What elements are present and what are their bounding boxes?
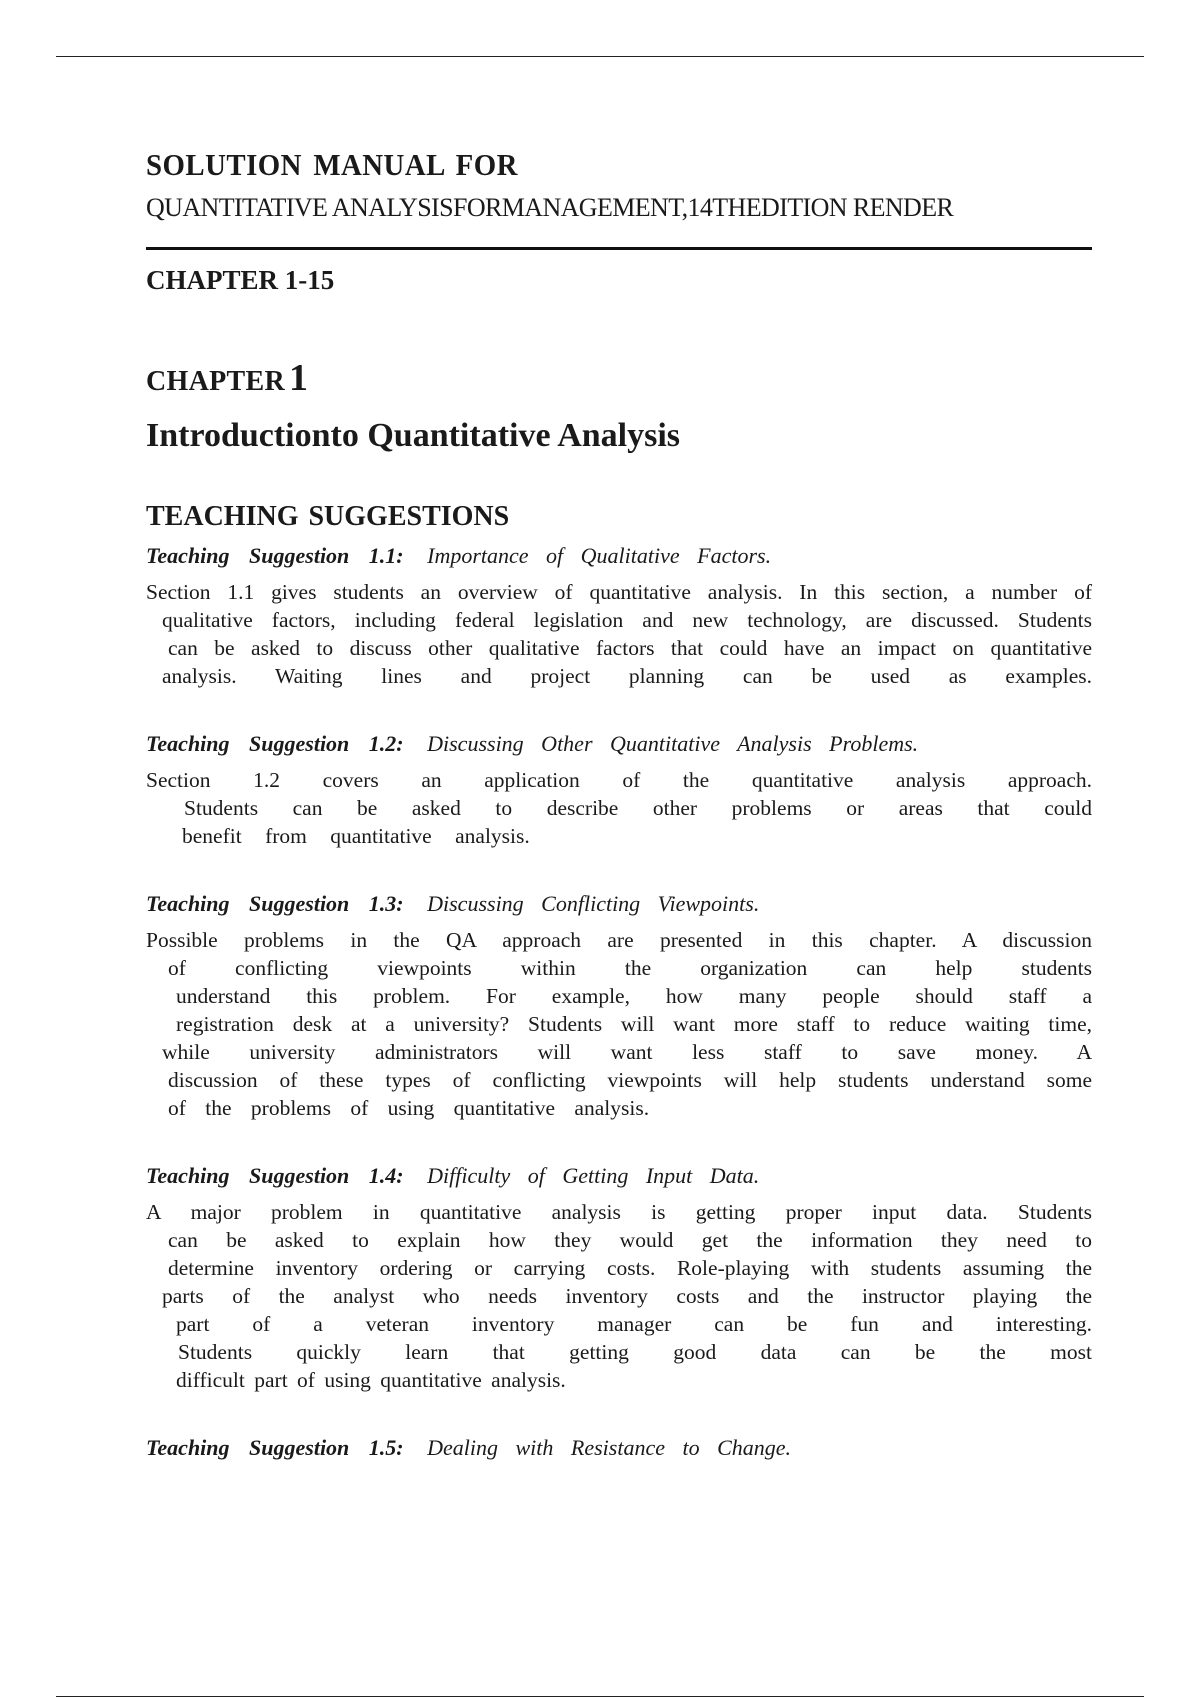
- suggestion-body-1-2: [146, 766, 1092, 850]
- body-line: Section 1.2 covers an application of the quantitative analysis approach.: [146, 768, 1092, 792]
- body-line: while university administrators will want less staff to save money. A: [162, 1040, 1092, 1064]
- chapter-title: Introductionto Quantitative Analysis: [146, 417, 681, 454]
- body-line: understand this problem. For example, how many people should staff a: [176, 984, 1092, 1008]
- suggestion-heading-1-4: [146, 1160, 1092, 1192]
- body-line: A major problem in quantitative analysis is getting proper input data. Students: [146, 1200, 1092, 1224]
- document-title: SOLUTION MANUAL FOR: [146, 147, 518, 182]
- suggestion-heading-1-3: [146, 888, 1092, 920]
- body-line: parts of the analyst who needs inventory costs and the instructor playing the: [162, 1284, 1092, 1308]
- body-line: Students can be asked to describe other problems or areas that could: [184, 796, 1092, 820]
- section-heading: TEACHING SUGGESTIONS: [146, 501, 510, 532]
- suggestion-body-1-1: [146, 578, 1092, 690]
- suggestion-body-1-4: [146, 1198, 1092, 1394]
- suggestion-heading-1-5: [146, 1432, 1092, 1464]
- suggestion-heading-1-1: [146, 540, 1092, 572]
- suggestion-title: Importance of Qualitative Factors.: [427, 543, 772, 568]
- body-line: Possible problems in the QA approach are presented in this chapter. A discussion: [146, 928, 1092, 952]
- suggestion-label: Teaching Suggestion 1.2:: [146, 731, 404, 756]
- page-content: [146, 145, 1092, 1464]
- chapter-range: CHAPTER 1-15: [146, 265, 335, 295]
- body-line: discussion of these types of conflicting viewpoints will help students understand some: [168, 1068, 1092, 1092]
- body-line: analysis. Waiting lines and project planning can be used as examples.: [162, 664, 1092, 688]
- suggestion-label: Teaching Suggestion 1.3:: [146, 891, 404, 916]
- suggestion-title: Discussing Other Quantitative Analysis Problems.: [427, 731, 919, 756]
- body-line: benefit from quantitative analysis.: [182, 824, 530, 848]
- body-line: difficult part of using quantitative analysis.: [176, 1368, 566, 1392]
- document-subtitle: QUANTITATIVE ANALYSISFORMANAGEMENT,14THEDITION RENDER: [146, 193, 954, 222]
- suggestion-heading-1-2: [146, 728, 1092, 760]
- suggestion-title: Dealing with Resistance to Change.: [427, 1435, 792, 1460]
- chapter-word: CHAPTER: [146, 366, 285, 397]
- suggestion-label: Teaching Suggestion 1.4:: [146, 1163, 404, 1188]
- suggestion-body-1-3: [146, 926, 1092, 1122]
- body-line: can be asked to discuss other qualitative factors that could have an impact on quantitative: [168, 636, 1092, 660]
- bottom-rule: [56, 1696, 1144, 1697]
- body-line: Students quickly learn that getting good data can be the most: [178, 1340, 1092, 1364]
- title-divider: [146, 247, 1092, 250]
- body-line: registration desk at a university? Students will want more staff to reduce waiting time,: [176, 1012, 1092, 1036]
- body-line: of the problems of using quantitative analysis.: [168, 1096, 650, 1120]
- suggestion-label: Teaching Suggestion 1.5:: [146, 1435, 404, 1460]
- chapter-number: 1: [289, 357, 308, 399]
- top-rule: [56, 56, 1144, 57]
- suggestion-title: Discussing Conflicting Viewpoints.: [427, 891, 760, 916]
- body-line: part of a veteran inventory manager can be fun and interesting.: [176, 1312, 1092, 1336]
- body-line: determine inventory ordering or carrying costs. Role-playing with students assuming the: [168, 1256, 1092, 1280]
- body-line: Section 1.1 gives students an overview of quantitative analysis. In this section, a number of: [146, 580, 1092, 604]
- body-line: can be asked to explain how they would get the information they need to: [168, 1228, 1092, 1252]
- chapter-heading: [146, 356, 1092, 408]
- body-line: of conflicting viewpoints within the organization can help students: [168, 956, 1092, 980]
- suggestion-label: Teaching Suggestion 1.1:: [146, 543, 404, 568]
- body-line: qualitative factors, including federal legislation and new technology, are discussed. Students: [162, 608, 1092, 632]
- suggestion-title: Difficulty of Getting Input Data.: [427, 1163, 760, 1188]
